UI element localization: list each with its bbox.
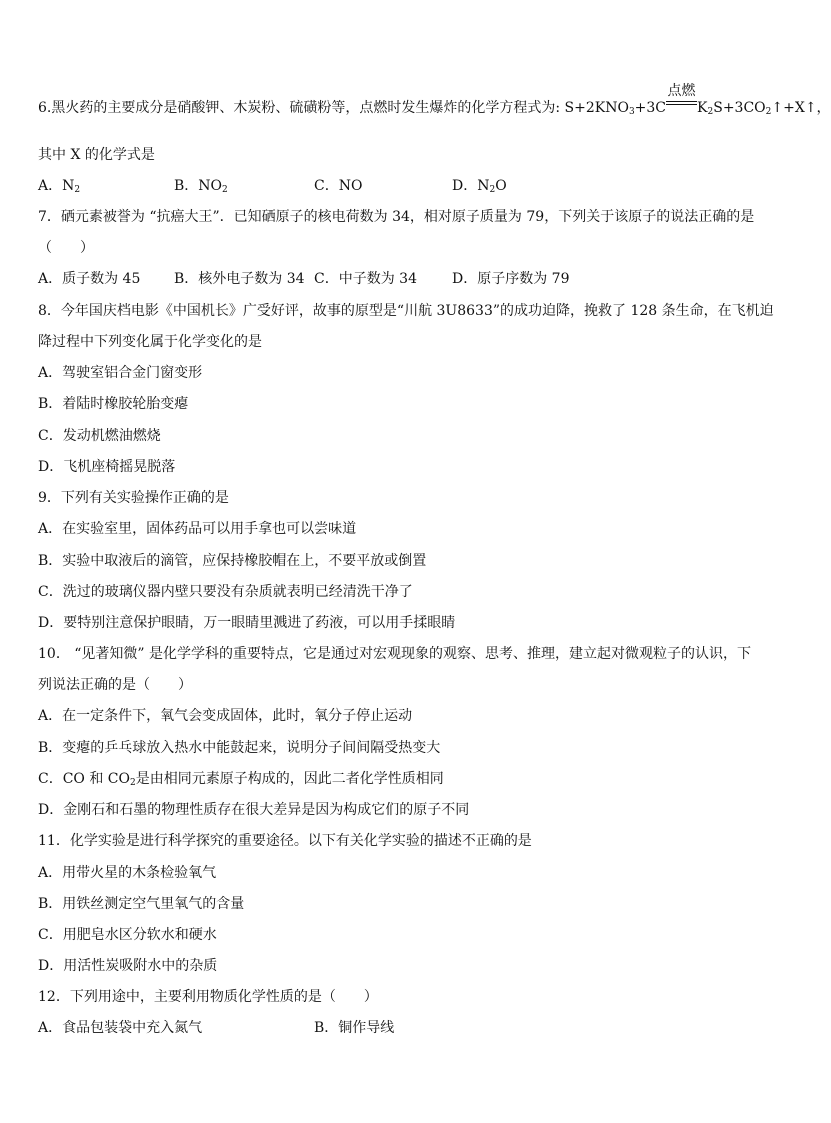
condition-label: 点燃 — [667, 83, 696, 99]
q12-option-b[interactable]: B．铜作导线 — [314, 1020, 395, 1036]
q12-option-a[interactable]: A．食品包装袋中充入氮气 — [38, 1020, 203, 1036]
q8-option-d[interactable]: D．飞机座椅摇晃脱落 — [38, 459, 176, 475]
q12-stem: 12．下列用途中，主要利用物质化学性质的是（ ） — [38, 989, 378, 1005]
q6-stem-line2: 其中 X 的化学式是 — [38, 147, 155, 163]
q8-stem-line2: 降过程中下列变化属于化学变化的是 — [38, 334, 262, 350]
q11-option-d[interactable]: D．用活性炭吸附水中的杂质 — [38, 958, 218, 974]
q6-option-d[interactable]: D．$N_2O$ — [452, 178, 507, 195]
q7-stem: 7．硒元素被誉为 “抗癌大王”．已知硒原子的核电荷数为 34，相对原子质量为 79，下列关于该原子的说法正确的是 — [38, 209, 755, 225]
q11-option-c[interactable]: C．用肥皂水区分软水和硬水 — [38, 927, 217, 943]
q6-option-a[interactable]: A．$N_2$ — [38, 178, 81, 195]
q6-option-c[interactable]: C．NO — [314, 178, 363, 194]
q11-option-a[interactable]: A．用带火星的木条检验氧气 — [38, 865, 217, 881]
q7-option-a[interactable]: A．质子数为 45 — [38, 271, 141, 287]
q10-option-d[interactable]: D．金刚石和石墨的物理性质存在很大差异是因为构成它们的原子不同 — [38, 802, 470, 818]
q10-stem-line2: 列说法正确的是（ ） — [38, 677, 192, 693]
equation-double-line — [666, 99, 697, 109]
q8-stem-line1: 8．今年国庆档电影《中国机长》广受好评，故事的原型是“川航 3U8633”的成功迫降，挽救了 128 条生命，在飞机迫 — [38, 303, 774, 319]
q11-option-b[interactable]: B．用铁丝测定空气里氧气的含量 — [38, 896, 245, 912]
q6-option-b[interactable]: B．$NO_2$ — [174, 178, 228, 195]
q7-option-b[interactable]: B．核外电子数为 34 — [174, 271, 305, 287]
q10-option-c[interactable]: C．CO 和 $CO_2$是由相同元素原子构成的，因此二者化学性质相同 — [38, 771, 444, 788]
q9-option-b[interactable]: B．实验中取液后的滴管，应保持橡胶帽在上，不要平放或倒置 — [38, 553, 427, 569]
q11-stem: 11．化学实验是进行科学探究的重要途径。以下有关化学实验的描述不正确的是 — [38, 833, 532, 849]
q6-stem: 6.黑火药的主要成分是硝酸钾、木炭粉、硫磺粉等，点燃时发生爆炸的化学方程式为: $S+2KNO_3+3C$ 点燃 $K_2S+3CO_2↑+X↑$， — [38, 83, 831, 117]
q10-option-b[interactable]: B．变瘪的乒乓球放入热水中能鼓起来，说明分子间间隔受热变大 — [38, 740, 441, 756]
q9-option-c[interactable]: C．洗过的玻璃仪器内壁只要没有杂质就表明已经清洗干净了 — [38, 584, 413, 600]
q7-answer-paren: （ ） — [38, 240, 94, 256]
q7-option-c[interactable]: C．中子数为 34 — [314, 271, 417, 287]
q9-option-d[interactable]: D．要特别注意保护眼睛，万一眼睛里溅进了药液，可以用手揉眼睛 — [38, 615, 456, 631]
q8-option-c[interactable]: C．发动机燃油燃烧 — [38, 428, 161, 444]
reaction-condition-arrow — [666, 83, 697, 117]
q10-stem-line1: 10． “见著知微” 是化学学科的重要特点，它是通过对宏观现象的观察、思考、推理，建立起对微观粒子的认识，下 — [38, 646, 752, 662]
q9-stem: 9．下列有关实验操作正确的是 — [38, 490, 229, 506]
q7-option-d[interactable]: D．原子序数为 79 — [452, 271, 570, 287]
q9-option-a[interactable]: A．在实验室里，固体药品可以用手拿也可以尝味道 — [38, 521, 357, 537]
q8-option-b[interactable]: B．着陆时橡胶轮胎变瘪 — [38, 396, 189, 412]
q10-option-a[interactable]: A．在一定条件下，氧气会变成固体，此时，氧分子停止运动 — [38, 708, 413, 724]
q8-option-a[interactable]: A．驾驶室铝合金门窗变形 — [38, 365, 203, 381]
